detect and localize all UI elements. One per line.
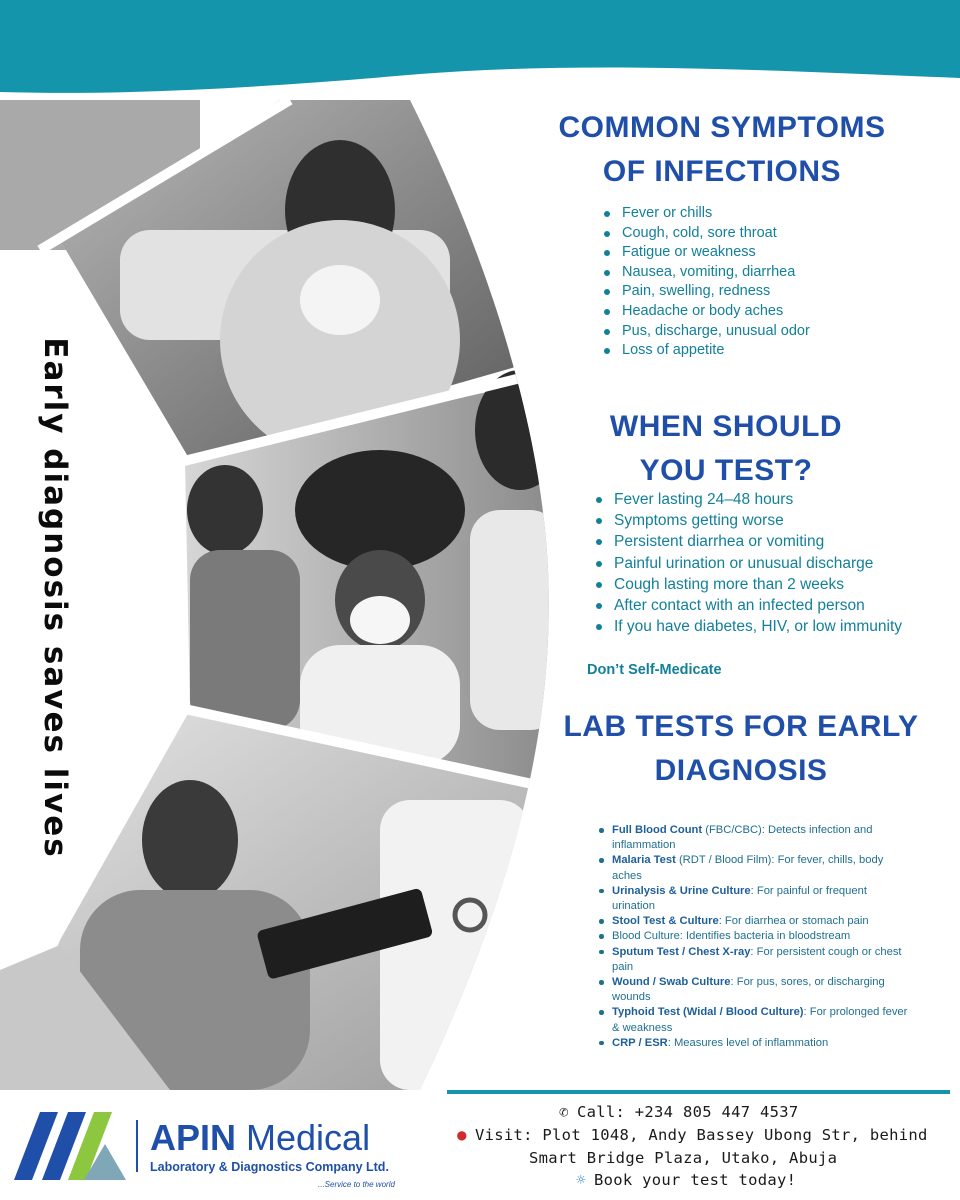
- dont-self-medicate-note: Don’t Self-Medicate: [587, 662, 722, 678]
- list-item: [612, 823, 912, 853]
- list-item: [612, 914, 912, 929]
- list-item: If you have diabetes, HIV, or low immunity: [614, 616, 902, 637]
- list-item: Headache or body aches: [622, 302, 810, 322]
- lab-heading-line1: LAB TESTS FOR EARLY: [563, 710, 919, 743]
- test-name: Malaria Test: [612, 854, 676, 867]
- list-item: Fatigue or weakness: [622, 243, 810, 263]
- when-to-test-heading: [576, 405, 876, 493]
- list-item: Fever lasting 24–48 hours: [614, 489, 902, 510]
- list-item: Fever or chills: [622, 204, 810, 224]
- test-detail: : Measures level of inflammation: [667, 1036, 829, 1049]
- test-name: Wound / Swab Culture: [612, 976, 731, 989]
- contact-address-line2: Smart Bridge Plaza, Utako, Abuja: [529, 1149, 838, 1167]
- test-detail: (RDT / Blood Film): For fever, chills, body aches: [612, 854, 884, 882]
- list-item: [612, 945, 912, 975]
- when-to-test-list: [592, 489, 902, 637]
- test-name: Typhoid Test (Widal / Blood Culture): [612, 1006, 804, 1019]
- test-detail: Blood Culture: Identifies bacteria in bloodstream: [612, 930, 851, 943]
- logo-tagline: ...Service to the world: [318, 1180, 395, 1189]
- booking-text: Book your test today!: [594, 1171, 797, 1189]
- list-item: After contact with an infected person: [614, 595, 902, 616]
- symptoms-heading-line1: COMMON SYMPTOMS: [558, 111, 886, 144]
- list-item: [612, 1036, 912, 1051]
- symptoms-heading: [540, 106, 904, 194]
- list-item: Pus, discharge, unusual odor: [622, 322, 810, 342]
- list-item: Pain, swelling, redness: [622, 282, 810, 302]
- top-wave-banner: [0, 0, 960, 110]
- symptoms-heading-line2: OF INFECTIONS: [602, 155, 842, 188]
- test-detail: (FBC/CBC): Detects infection and inflammation: [612, 824, 873, 852]
- list-item: [612, 853, 912, 883]
- test-name: Urinalysis & Urine Culture: [612, 884, 751, 897]
- list-item: Nausea, vomiting, diarrhea: [622, 263, 810, 283]
- apin-logo-icon: [14, 1104, 126, 1180]
- list-item: Loss of appetite: [622, 341, 810, 361]
- list-item: [612, 975, 912, 1005]
- address-line1: Visit: Plot 1048, Andy Bassey Ubong Str, behind: [475, 1126, 928, 1144]
- test-detail: : For painful or frequent urination: [612, 884, 867, 913]
- test-detail: : For persistent cough or chest pain: [612, 945, 902, 973]
- location-pin-icon: ●: [457, 1126, 467, 1144]
- list-item: Persistent diarrhea or vomiting: [614, 531, 902, 552]
- contact-booking[interactable]: [572, 1171, 796, 1189]
- phone-icon: ✆: [559, 1103, 569, 1121]
- list-item: [612, 1005, 912, 1035]
- logo-name: [150, 1118, 370, 1158]
- when-heading-line1: WHEN SHOULD: [609, 410, 843, 443]
- vertical-tagline: Early diagnosis saves lives: [37, 337, 73, 859]
- logo-name-rest: Medical: [236, 1117, 371, 1158]
- test-name: Stool Test & Culture: [612, 915, 719, 928]
- test-name: CRP / ESR: [612, 1036, 668, 1049]
- test-name: Sputum Test / Chest X-ray: [612, 945, 751, 958]
- list-item: Cough, cold, sore throat: [622, 224, 810, 244]
- lab-tests-heading: [548, 705, 934, 793]
- footer-divider-line: [447, 1090, 950, 1094]
- contact-address: [453, 1126, 928, 1144]
- lab-heading-line2: DIAGNOSIS: [654, 754, 828, 787]
- when-heading-line2: YOU TEST?: [639, 454, 813, 487]
- logo-divider: [136, 1120, 138, 1172]
- photo-collage: [0, 100, 560, 1090]
- list-item: Cough lasting more than 2 weeks: [614, 574, 902, 595]
- phone-text: Call: +234 805 447 4537: [577, 1103, 799, 1121]
- test-detail: : For prolonged fever & weakness: [612, 1006, 908, 1034]
- test-detail: : For diarrhea or stomach pain: [718, 915, 869, 928]
- list-item: Symptoms getting worse: [614, 510, 902, 531]
- list-item: [612, 929, 912, 944]
- contact-phone[interactable]: [555, 1103, 799, 1121]
- logo-name-bold: APIN: [150, 1117, 237, 1158]
- globe-icon: ☼: [576, 1171, 586, 1189]
- symptoms-list: [600, 204, 810, 361]
- lab-tests-list: [596, 823, 912, 1051]
- test-name: Full Blood Count: [612, 824, 703, 836]
- list-item: Painful urination or unusual discharge: [614, 553, 902, 574]
- test-detail: : For pus, sores, or discharging wounds: [612, 976, 885, 1004]
- logo-subtitle: Laboratory & Diagnostics Company Ltd.: [150, 1160, 389, 1174]
- list-item: [612, 884, 912, 914]
